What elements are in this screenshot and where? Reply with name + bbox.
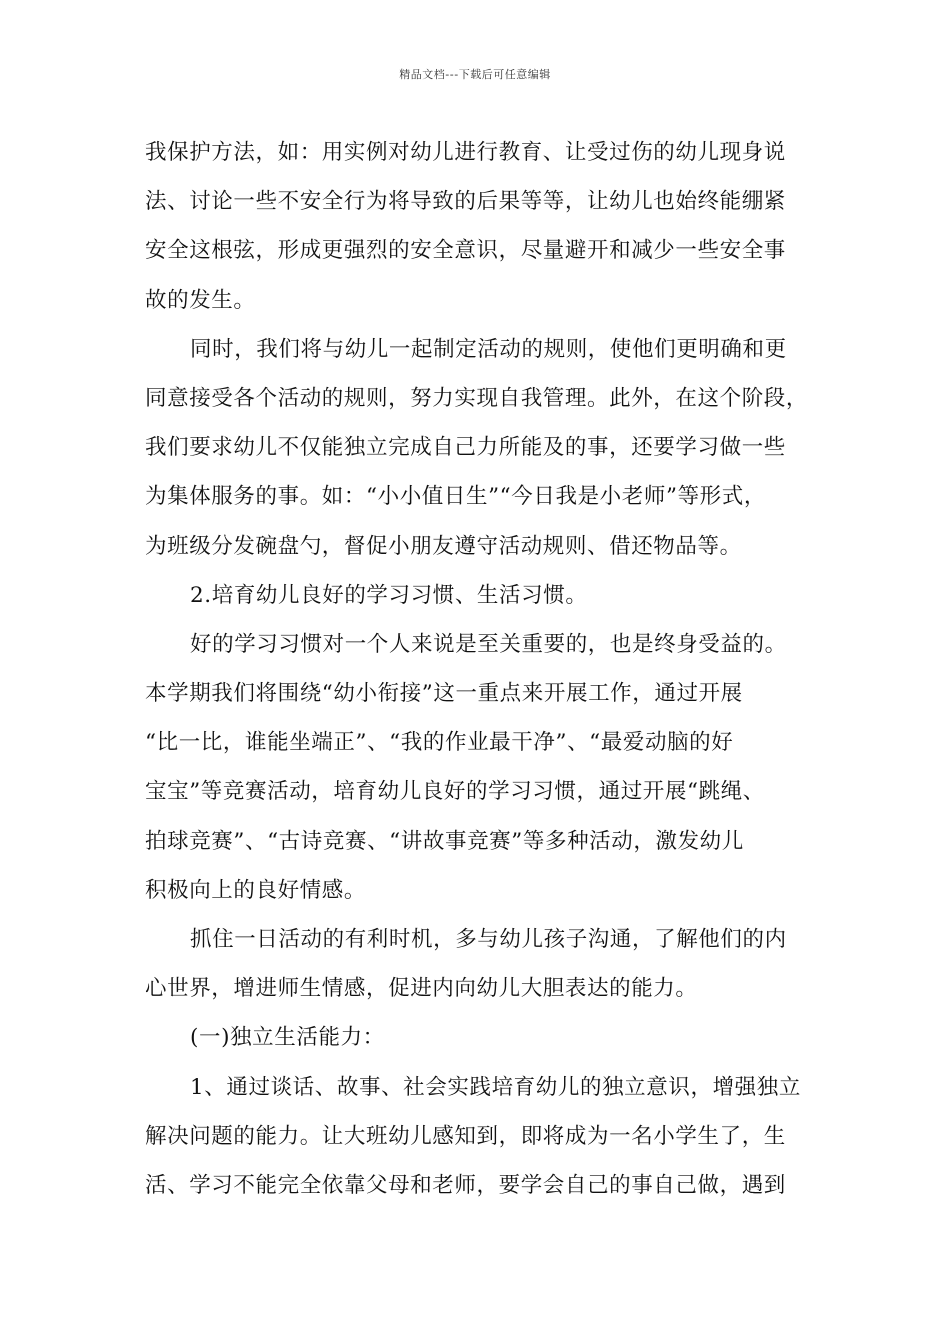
text-line: 我们要求幼儿不仅能独立完成自己力所能及的事，还要学习做一些 <box>145 435 786 461</box>
text-line: 同意接受各个活动的规则，努力实现自我管理。此外，在这个阶段， <box>145 385 809 411</box>
text-line: “比一比，谁能坐端正”、“我的作业最干净”、“最爱动脑的好 <box>145 730 734 756</box>
text-line: 安全这根弦，形成更强烈的安全意识，尽量避开和减少一些安全事 <box>145 238 786 264</box>
text-line: 活、学习不能完全依靠父母和老师，要学会自己的事自己做，遇到 <box>145 1172 786 1198</box>
page-header: 精品文档---下载后可任意编辑 <box>399 68 551 81</box>
text-line: 宝宝”等竞赛活动，培育幼儿良好的学习习惯，通过开展“跳绳、 <box>145 779 765 805</box>
text-line: 法、讨论一些不安全行为将导致的后果等等，让幼儿也始终能绷紧 <box>145 189 786 215</box>
text-line: 故的发生。 <box>145 287 256 313</box>
text-line: (一)独立生活能力： <box>190 1025 385 1051</box>
text-line: 同时，我们将与幼儿一起制定活动的规则，使他们更明确和更 <box>190 336 787 362</box>
text-line: 积极向上的良好情感。 <box>145 877 367 903</box>
text-line: 拍球竞赛”、“古诗竞赛、“讲故事竞赛”等多种活动，激发幼儿 <box>145 828 744 854</box>
text-line: 我保护方法，如：用实例对幼儿进行教育、让受过伤的幼儿现身说 <box>145 140 786 165</box>
text-line: 心世界，增进师生情感，促进内向幼儿大胆表达的能力。 <box>145 976 698 1002</box>
text-line: 为集体服务的事。如：“小小值日生”“今日我是小老师”等形式， <box>145 484 766 510</box>
text-line: 抓住一日活动的有利时机，多与幼儿孩子沟通，了解他们的内 <box>190 927 787 952</box>
text-line: 2.培育幼儿良好的学习习惯、生活习惯。 <box>190 582 588 608</box>
document-body <box>145 128 835 1210</box>
text-line: 好的学习习惯对一个人来说是至关重要的，也是终身受益的。 <box>190 631 787 657</box>
text-line: 本学期我们将围绕“幼小衔接”这一重点来开展工作，通过开展 <box>145 681 743 707</box>
text-line: 1、通过谈话、故事、社会实践培育幼儿的独立意识，增强独立 <box>190 1074 801 1100</box>
text-line: 为班级分发碗盘勺，督促小朋友遵守活动规则、借还物品等。 <box>145 533 742 559</box>
text-line: 解决问题的能力。让大班幼儿感知到，即将成为一名小学生了，生 <box>145 1123 786 1149</box>
